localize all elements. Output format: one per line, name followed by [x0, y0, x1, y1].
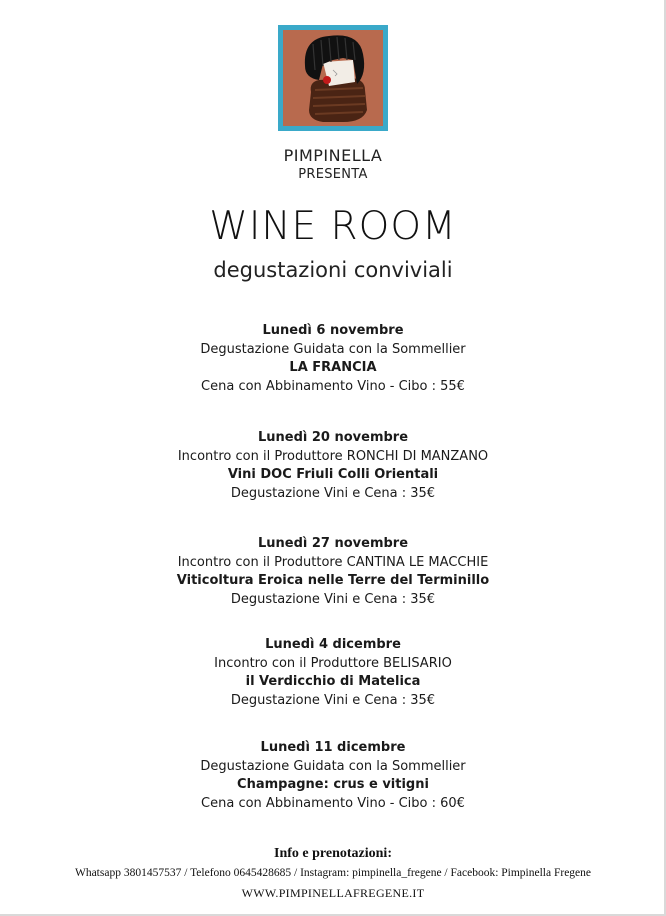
event-description: Incontro con il Produttore BELISARIO — [214, 655, 452, 671]
event-block — [0, 429, 666, 503]
event-price: Cena con Abbinamento Vino - Cibo : 60€ — [201, 795, 465, 811]
page-subtitle: degustazioni conviviali — [213, 258, 453, 282]
event-description: Degustazione Guidata con la Sommellier — [200, 758, 466, 774]
event-price: Degustazione Vini e Cena : 35€ — [230, 591, 436, 607]
event-block — [0, 636, 666, 710]
event-date: Lunedì 11 dicembre — [260, 740, 406, 755]
pimpinella-logo — [278, 25, 388, 131]
woman-portrait-icon — [283, 30, 383, 126]
event-block — [0, 322, 666, 396]
event-price: Degustazione Vini e Cena : 35€ — [230, 485, 436, 501]
event-feature: Viticoltura Eroica nelle Terre del Terminillo — [176, 573, 490, 588]
event-date: Lunedì 27 novembre — [257, 536, 409, 551]
event-price: Cena con Abbinamento Vino - Cibo : 55€ — [201, 378, 465, 394]
contact-line: Whatsapp 3801457537 / Telefono 0645428685 / Instagram: pimpinella_fregene / Facebook: Pimpinella Fregene — [74, 867, 592, 879]
event-block — [0, 739, 666, 813]
event-date: Lunedì 20 novembre — [257, 430, 409, 445]
website-link[interactable]: WWW.PIMPINELLAFREGENE.IT — [241, 886, 425, 900]
event-feature: il Verdicchio di Matelica — [245, 674, 421, 689]
info-heading: Info e prenotazioni: — [274, 846, 392, 861]
event-feature: Champagne: crus e vitigni — [237, 777, 429, 792]
event-feature: Vini DOC Friuli Colli Orientali — [227, 467, 439, 482]
event-date: Lunedì 4 dicembre — [265, 637, 401, 652]
event-block — [0, 535, 666, 609]
event-date: Lunedì 6 novembre — [262, 323, 404, 338]
page-title: WINE ROOM — [209, 204, 457, 249]
event-description: Incontro con il Produttore RONCHI DI MANZANO — [177, 448, 489, 464]
event-description: Degustazione Guidata con la Sommellier — [200, 341, 466, 357]
event-description: Incontro con il Produttore CANTINA LE MACCHIE — [177, 554, 489, 570]
event-price: Degustazione Vini e Cena : 35€ — [230, 692, 436, 708]
presenta-label: PRESENTA — [298, 167, 368, 182]
brand-name: PIMPINELLA — [283, 146, 383, 165]
event-feature: LA FRANCIA — [289, 360, 377, 375]
